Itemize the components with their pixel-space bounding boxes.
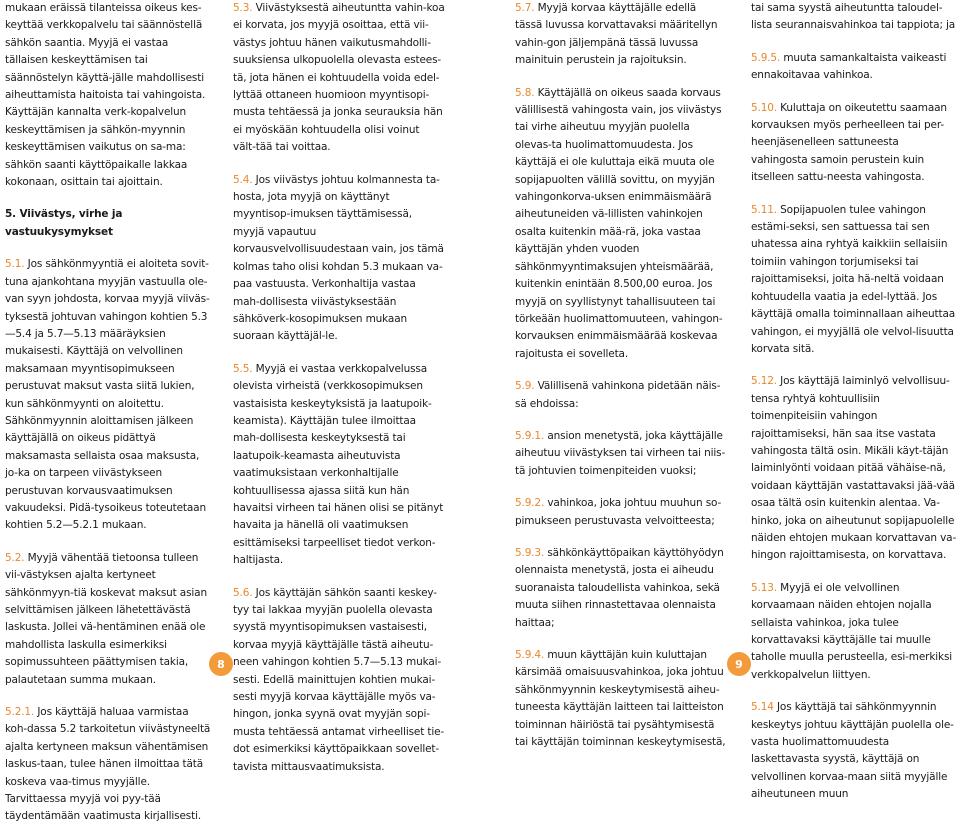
- clause-number: 5.14: [751, 701, 774, 714]
- clause-number: 5.4.: [233, 173, 253, 186]
- clause-number: 5.12.: [751, 375, 777, 388]
- clause-number: 5.11.: [751, 203, 777, 216]
- clause-5-12: 5.12. Jos käyttäjä laiminlyö velvollisuu-tensa ryhtyä kohtuullisiin toimenpiteisiin vahingon rajoittamiseksi, hän saa itse vastata vahingosta tältä osin. Mikäli käyt-täjän laiminlyönti voidaan pitää vähäise-nä, voidaan käyttäjän vastattavaksi jää-vää osaa tältä osin kuitenkin alentaa. Va-hinko, joka on aiheutunut sopijapuolelle näiden ehtojen mukaan korvattavan va-hingon rajoittamisesta, on korvattava.: [751, 375, 957, 562]
- clause-number: 5.10.: [751, 101, 777, 114]
- clause-5-9-3: 5.9.3. sähkönkäyttöpaikan käyttöhyödyn olennaista menetystä, josta ei aiheudu suoranaista taloudellista vahinkoa, sekä muuta siihen rinnastettavaa olennaista haittaa;: [515, 546, 724, 629]
- text-column-3: [515, 0, 726, 751]
- clause-5-8: 5.8. Käyttäjällä on oikeus saada korvaus välillisestä vahingosta vain, jos viivästys tai virhe aiheutuu myyjän puolella olevas-ta huolimattomuudesta. Jos käyttäjä ei ole kuluttaja eikä muuta ole sopijapuolten välillä sovittu, on myyjän vahingonkorva-uksen enimmäismäärä aiheutuneiden vä-lillisten vahinkojen osalta kuitenkin mää-rä, joka vastaa käyttäjän yhden vuoden sähkönmyyntimaksujen yhteismäärää, kuitenkin enintään 8.500,00 euroa. Jos myyjä on syyllistynyt tahallisuuteen tai törkeään huolimattomuuteen, vahingon-korvauksen enimmäismäärää koskevaa rajoitusta ei sovelleta.: [515, 86, 723, 360]
- clause-5-6: 5.6. Jos käyttäjän sähkön saanti keskey-tyy tai lakkaa myyjän puolella olevasta syystä myyntisopimuksen vastaisesti, korvaa myyjä käyttäjälle tästä aiheutu-neen vahingon kohtien 5.7—5.13 mukai-sesti. Edellä mainittujen kohtien mukai-sesti myyjä korvaa käyttäjälle myös va-hingon, jonka syynä ovat myyjän sopi-musta tehtäessä antamat virheelliset tie-dot esimerkiksi käyttöpaikkaan sovellet-tavista mittausvaatimuksista.: [233, 586, 445, 773]
- clause-number: 5.13.: [751, 581, 777, 594]
- clause-5-11: 5.11. Sopijapuolen tulee vahingon estämi-seksi, sen sattuessa tai sen uhatessa aina ryhtyä kaikkiin sellaisiin toimiin vahingon torjumiseksi tai rajoittamiseksi, joita hä-neltä voidaan kohtuudella vaatia ja edel-lyttää. Jos käyttäjä omalla toiminnallaan aiheuttaa vahingon, ei myyjällä ole velvol-lisuutta korvata sitä.: [751, 203, 956, 355]
- page-number-left: 8: [209, 652, 233, 676]
- clause-number: 5.7.: [515, 2, 535, 14]
- text-column-4: [751, 0, 957, 804]
- clause-number: 5.3.: [233, 2, 253, 14]
- clause-5-9-1: 5.9.1. ansion menetystä, joka käyttäjälle aiheutuu viivästyksen tai virheen tai niis-tä johtuvien toimenpiteiden vuoksi;: [515, 429, 726, 477]
- clause-number: 5.9.: [515, 380, 535, 393]
- page-number-right: 9: [727, 652, 751, 676]
- clause-number: 5.6.: [233, 586, 253, 599]
- clause-number: 5.2.: [5, 551, 25, 564]
- clause-number: 5.5.: [233, 362, 253, 375]
- clause-number: 5.9.5.: [751, 51, 781, 64]
- clause-number: 5.9.4.: [515, 649, 545, 661]
- text-column-2: [233, 0, 445, 776]
- clause-5-9-5: 5.9.5. muuta samankaltaista vaikeasti ennakoitavaa vahinkoa.: [751, 51, 947, 82]
- clause-5-7: 5.7. Myyjä korvaa käyttäjälle edellä tässä luvussa korvattavaksi määritellyn vahin-gon jäljempänä tässä luvussa mainituin perustein ja rajoituksin.: [515, 2, 718, 67]
- clause-5-1: 5.1. Jos sähkönmyyntiä ei aloiteta sovit-tuna ajankohtana myyjän vastuulla ole-van syyn johdosta, korvaa myyjä viiväs-tyksestä johtuvan vahingon kohtien 5.3—5.4 ja 5.7—5.13 määräyksien mukaisesti. Käyttäjä on velvollinen maksamaan myyntisopimukseen perustuvat maksut vasta siitä lukien, kun sähkönmyynti on aloitettu. Sähkönmyynnin aloittamisen jälkeen käyttäjällä on oikeus pidättyä maksamasta sellaista osaa maksusta, jo-ka on tarpeen viivästykseen perustuvan korvausvaatimuksen vakuudeksi. Pidä-tysoikeus toteutetaan kohtien 5.2—5.2.1 mukaan.: [5, 258, 210, 532]
- clause-number: 5.1.: [5, 258, 25, 271]
- clause-number: 5.2.1.: [5, 706, 35, 719]
- clause-5-2: 5.2. Myyjä vähentää tietoonsa tulleen vii-västyksen ajalta kertyneet sähkönmyyn-tiä koskevat maksut asian selvittämisen jälkeen lähetettävästä laskusta. Jollei vä-hentäminen enää ole mahdollista laskulla esimerkiksi sopimussuhteen päättymisen takia, palautetaan summa mukaan.: [5, 551, 207, 686]
- clause-5-2-1: 5.2.1. Jos käyttäjä haluaa varmistaa koh-dassa 5.2 tarkoitetun viivästyneeltä ajalta kertyneen maksun vähentämisen laskus-taan, tulee hänen ilmoittaa tätä koskeva vaa-timus myyjälle. Tarvittaessa myyjä voi pyy-tää täydentämään vaatimusta kirjallisesti.: [5, 706, 211, 823]
- clause-number: 5.9.3.: [515, 546, 545, 559]
- section-heading-5: 5. Viivästys, virhe ja vastuukysymykset: [5, 208, 123, 238]
- text-column-1: [5, 0, 211, 826]
- paragraph: tai sama syystä aiheutuntta taloudel-lista seurannaisvahinkoa tai tappiota; ja: [751, 2, 956, 32]
- clause-5-10: 5.10. Kuluttaja on oikeutettu saamaan korvauksen myös perheelleen tai per-heenjäsenelleen sattuneesta vahingosta samoin perustein kuin itselleen sattu-neesta vahingosta.: [751, 101, 947, 184]
- clause-5-9-2: 5.9.2. vahinkoa, joka johtuu muuhun so-pimukseen perustuvasta velvoitteesta;: [515, 497, 722, 527]
- clause-5-9: 5.9. Välillisenä vahinkona pidetään näis-sä ehdoissa:: [515, 380, 721, 410]
- clause-number: 5.9.2.: [515, 497, 545, 510]
- clause-5-13: 5.13. Myyjä ei ole velvollinen korvaamaan näiden ehtojen nojalla sellaista vahinkoa, joka tulee korvattavaksi käyttäjälle tai muulle taholle muulla perusteella, esi-merkiksi verkkopalvelun liittyen.: [751, 581, 953, 681]
- clause-number: 5.8.: [515, 86, 535, 99]
- clause-5-9-4: 5.9.4. muun käyttäjän kuin kuluttajan kärsimää omaisuusvahinkoa, joka johtuu sähkönmyynnin keskeytymisestä aiheu-tuneesta käyttäjän laitteen tai laitteiston toiminnan häiriöstä tai pysähtymisestä tai käyttäjän toiminnan keskeytymisestä,: [515, 649, 726, 749]
- clause-number: 5.9.1.: [515, 429, 545, 442]
- clause-5-3: 5.3. Viivästyksestä aiheutuntta vahin-koa ei korvata, jos myyjä osoittaa, että vii-västys johtuu hänen vaikutusmahdolli-suuksiensa ulkopuolella olevasta estees-tä, jota hänen ei kohtuudella voida edel-lyttää ottaneen huomioon myyntisopi-musta tehtäessä ja jonka seurauksia hän ei myöskään kohtuudella olisi voinut vält-tää tai voittaa.: [233, 2, 445, 154]
- clause-5-5: 5.5. Myyjä ei vastaa verkkopalvelussa olevista virheistä (verkkosopimuksen vastaisista keskeytyksistä ja laatupoik-keamista). Käyttäjän tulee ilmoittaa mah-dollisesta keskeytyksestä tai laatupoik-keamasta aiheutuvista vaatimuksistaan verkonhaltijalle kohtuullisessa ajassa siitä kun hän havaitsi virheen tai hänen olisi se pitänyt havaita ja hänellä oli vaatimuksen esittämiseksi tarpeelliset tiedot verkon-haltijasta.: [233, 362, 444, 567]
- clause-5-4: 5.4. Jos viivästys johtuu kolmannesta ta-hosta, jota myyjä on käyttänyt myyntisop-imuksen täyttämisessä, myyjä vapautuu korvausvelvollisuudestaan vain, jos tämä kolmas taho olisi kohdan 5.3 mukaan va-paa vastuusta. Verkonhaltija vastaa mah-dollisesta viivästyksestään sähköverk-kosopimuksen mukaan suoraan käyttäjäl-le.: [233, 173, 444, 343]
- clause-5-14: 5.14 Jos käyttäjä tai sähkönmyynnin keskeytys johtuu käyttäjän puolella ole-vasta huolimattomuudesta laskettavasta syystä, käyttäjä on velvollinen korvaa-maan siitä myyjälle aiheutuneen muun: [751, 701, 954, 801]
- paragraph: mukaan eräissä tilanteissa oikeus kes-keyttää verkkopalvelu tai säännöstellä sähkön saantia. Myyjä ei vastaa tällaisen keskeyttämisen tai säännöstelyn käyttä-jälle mahdollisesti aiheuttamista haitoista tai vahingoista. Käyttäjän kannalta verk-kopalvelun keskeyttämisen ja sähkön-myynnin keskeyttämisen vaikutus on sa-ma: sähkön saanti käyttöpaikalle lakkaa kokonaan, osittain tai ajoittain.: [5, 2, 206, 189]
